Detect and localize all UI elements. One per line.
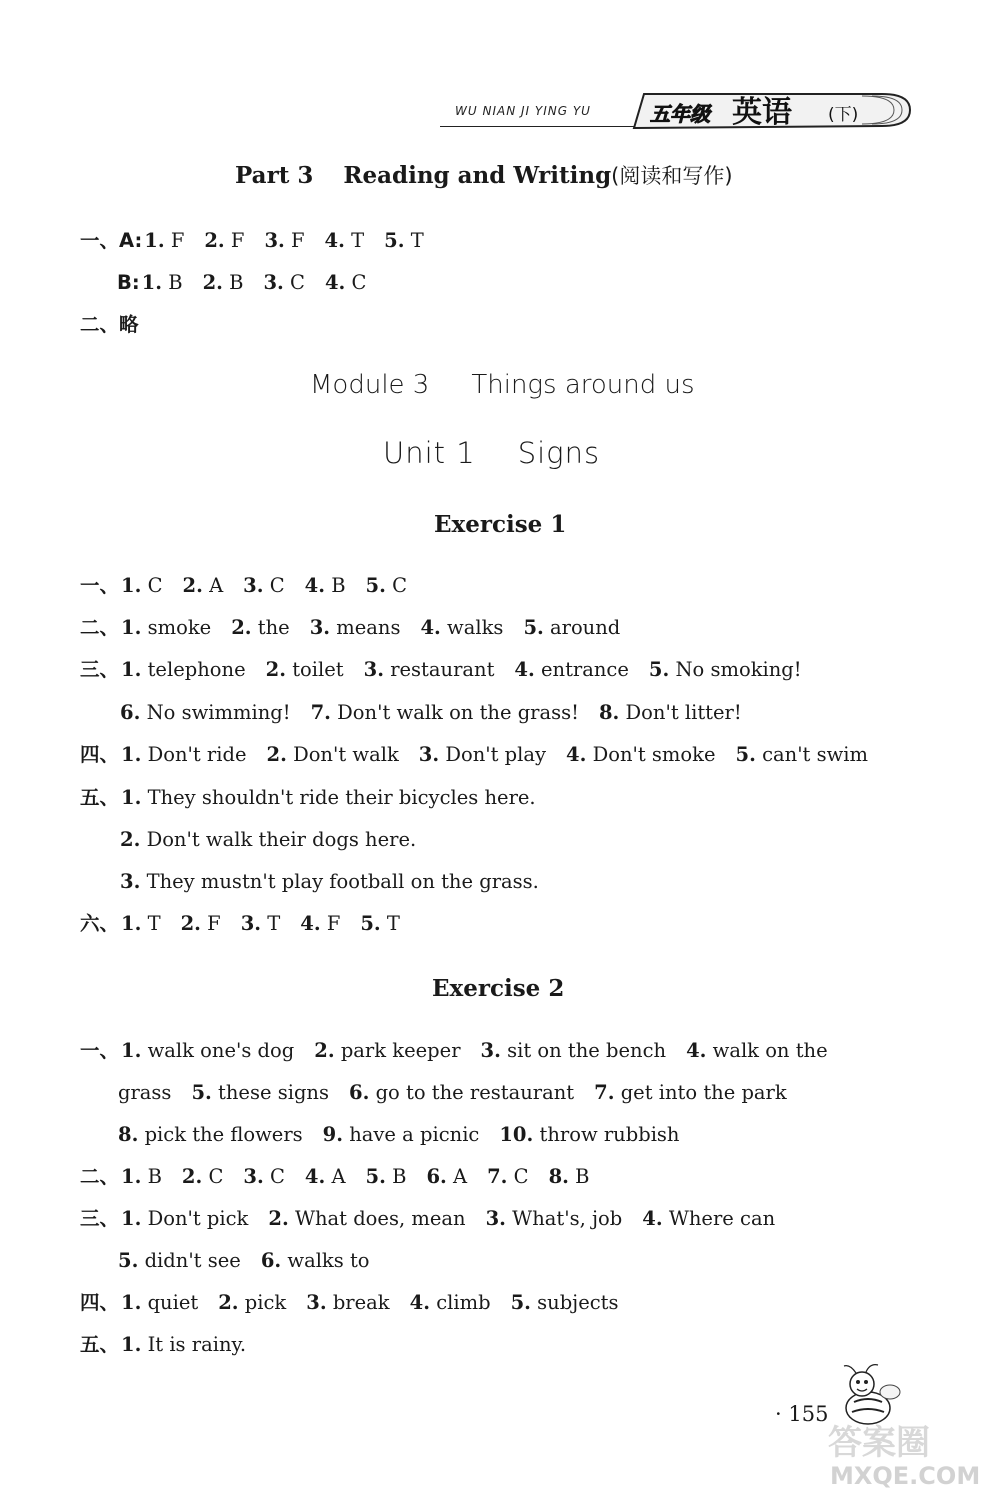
item-number: 3.: [243, 1165, 264, 1188]
answer-text: T: [386, 912, 400, 935]
item-number: 1.: [121, 1207, 142, 1230]
answer-text: go to the restaurant: [375, 1081, 575, 1104]
answer-text: B: [392, 1165, 407, 1188]
answer-text: F: [326, 912, 341, 935]
answer-line: [80, 660, 802, 680]
item-number: 6.: [260, 1249, 282, 1272]
answer-line: [120, 703, 742, 723]
section-marker: 四、: [80, 743, 120, 766]
answer-text: entrance: [540, 658, 629, 681]
answer-text: B: [229, 271, 244, 294]
item-number: 3.: [363, 658, 384, 681]
item-number: 2.: [314, 1039, 335, 1062]
answer-text: telephone: [147, 658, 246, 681]
item-number: 9.: [322, 1123, 344, 1146]
answer-text: park keeper: [340, 1039, 461, 1062]
item-number: 7.: [594, 1081, 615, 1104]
answer-text: Don't walk their dogs here.: [146, 828, 417, 851]
answer-text: means: [336, 616, 401, 639]
header-volume: (下): [828, 105, 859, 125]
item-number: 2.: [120, 828, 141, 851]
item-number: 1.: [121, 1291, 142, 1314]
item-number: 5.: [523, 616, 544, 639]
answer-text: walks: [447, 616, 504, 639]
answer-line: [80, 618, 620, 638]
answer-text: get into the park: [620, 1081, 787, 1104]
item-number: 4.: [300, 912, 321, 935]
item-number: 3.: [120, 870, 141, 893]
answer-text: Don't pick: [147, 1207, 249, 1230]
section-marker: 一、: [80, 574, 120, 597]
answer-text: pick the flowers: [144, 1123, 303, 1146]
answer-text: toilet: [292, 658, 344, 681]
section-marker: 一、: [80, 1039, 120, 1062]
item-number: 5.: [648, 658, 670, 681]
answer-line: [80, 745, 868, 765]
part-subtitle: Reading and Writing: [343, 162, 612, 189]
item-number: 3.: [263, 271, 284, 294]
answer-text: sit on the bench: [507, 1039, 667, 1062]
answer-text: C: [208, 1165, 224, 1188]
item-number: 5.: [510, 1291, 531, 1314]
answer-text: B: [331, 574, 346, 597]
watermark-url: MXQE.COM: [830, 1462, 981, 1490]
item-number: 2.: [182, 574, 203, 597]
part-title: [235, 160, 733, 190]
item-number: 6.: [426, 1165, 447, 1188]
header-grade: 五年级: [650, 102, 710, 126]
watermark: [820, 1418, 1000, 1492]
header-rule: [440, 126, 635, 127]
answer-line: [80, 576, 407, 596]
answer-text: break: [332, 1291, 390, 1314]
answer-line: [80, 914, 400, 934]
answer-text: walk one's dog: [147, 1039, 295, 1062]
section-marker: 二、略: [80, 313, 139, 336]
answer-text: Don't play: [445, 743, 547, 766]
answer-text: A: [331, 1165, 346, 1188]
answer-text: No smoking!: [675, 658, 802, 681]
module-name: Things around us: [471, 370, 695, 400]
item-number: 5.: [360, 912, 381, 935]
section-marker: 二、: [80, 616, 120, 639]
section-marker: B:: [117, 271, 140, 294]
item-number: 8.: [118, 1123, 139, 1146]
answer-text: grass: [118, 1081, 172, 1104]
answer-text: C: [269, 574, 285, 597]
item-number: 2.: [268, 1207, 289, 1230]
answer-text: T: [410, 229, 424, 252]
answer-text: throw rubbish: [539, 1123, 680, 1146]
exercise-2-title: Exercise 2: [432, 975, 565, 1002]
header-banner: [632, 90, 912, 130]
answer-text: What's, job: [512, 1207, 623, 1230]
item-number: 3.: [240, 912, 262, 935]
item-number: 4.: [304, 1165, 326, 1188]
section-marker: 五、: [80, 1333, 120, 1356]
item-number: 3.: [485, 1207, 506, 1230]
item-number: 3.: [264, 229, 285, 252]
answer-line: [80, 1335, 246, 1355]
item-number: 6.: [120, 701, 141, 724]
answer-text: C: [351, 271, 367, 294]
item-number: 4.: [514, 658, 535, 681]
item-number: 1.: [121, 616, 142, 639]
answer-text: restaurant: [390, 658, 495, 681]
item-number: 1.: [121, 574, 142, 597]
answer-text: C: [290, 271, 305, 294]
svg-text:答案圈: 答案圈: [828, 1423, 930, 1463]
answer-line: [80, 1209, 775, 1229]
header-subject: 英语: [732, 95, 792, 130]
answer-text: quiet: [147, 1291, 199, 1314]
answer-text: F: [170, 229, 185, 252]
answer-text: B: [147, 1165, 162, 1188]
item-number: 5.: [384, 229, 405, 252]
item-number: 2.: [204, 229, 225, 252]
answer-line: [80, 788, 536, 808]
item-number: 1.: [121, 912, 142, 935]
item-number: 1.: [121, 743, 142, 766]
item-number: 4.: [642, 1207, 663, 1230]
module-label: Module 3: [310, 370, 430, 400]
item-number: 2.: [218, 1291, 239, 1314]
item-number: 1.: [121, 1165, 142, 1188]
item-number: 5.: [365, 1165, 386, 1188]
section-marker: 五、: [80, 786, 120, 809]
answer-text: B: [168, 271, 183, 294]
answer-line: [80, 315, 139, 335]
answer-text: They mustn't play football on the grass.: [146, 870, 539, 893]
item-number: 4.: [324, 271, 346, 294]
item-number: 1.: [144, 229, 165, 252]
answer-text: What does, mean: [294, 1207, 466, 1230]
answer-text: subjects: [537, 1291, 619, 1314]
item-number: 2.: [202, 271, 223, 294]
item-number: 1.: [121, 786, 142, 809]
unit-title: [383, 436, 600, 470]
item-number: 3.: [418, 743, 440, 766]
answer-line: [120, 872, 539, 892]
answer-text: C: [269, 1165, 285, 1188]
answer-text: pick: [244, 1291, 287, 1314]
answer-text: the: [257, 616, 290, 639]
item-number: 5.: [118, 1249, 139, 1272]
item-number: 4.: [566, 743, 587, 766]
section-marker: 二、: [80, 1165, 120, 1188]
item-number: 5.: [365, 574, 386, 597]
item-number: 2.: [266, 743, 287, 766]
item-number: 6.: [349, 1081, 370, 1104]
answer-text: T: [267, 912, 281, 935]
answer-text: F: [207, 912, 221, 935]
answer-line: [118, 1083, 787, 1103]
item-number: 5.: [191, 1081, 212, 1104]
answer-text: didn't see: [144, 1249, 241, 1272]
item-number: 8.: [598, 701, 620, 724]
answer-line: [118, 1251, 370, 1271]
item-number: 7.: [487, 1165, 508, 1188]
unit-name: Signs: [517, 436, 601, 470]
item-number: 4.: [304, 574, 325, 597]
answer-text: Don't walk: [293, 743, 399, 766]
answer-line: [80, 1041, 828, 1061]
header-pinyin: WU NIAN JI YING YU: [455, 104, 591, 118]
answer-line: [80, 231, 424, 251]
item-number: 3.: [306, 1291, 327, 1314]
answer-text: these signs: [218, 1081, 329, 1104]
item-number: 3.: [480, 1039, 501, 1062]
item-number: 5.: [735, 743, 756, 766]
answer-line: [80, 1293, 619, 1313]
answer-text: climb: [436, 1291, 491, 1314]
item-number: 7.: [310, 701, 331, 724]
answer-text: walk on the: [712, 1039, 828, 1062]
part-number: Part 3: [235, 162, 314, 189]
section-marker: 四、: [80, 1291, 120, 1314]
section-marker: 六、: [80, 912, 120, 935]
answer-line: [118, 1125, 680, 1145]
answer-text: No swimming!: [146, 701, 291, 724]
item-number: 1.: [141, 271, 163, 294]
answer-text: walks to: [287, 1249, 370, 1272]
answer-text: have a picnic: [349, 1123, 480, 1146]
module-title: [310, 370, 695, 400]
answer-text: Don't litter!: [625, 701, 742, 724]
item-number: 2.: [231, 616, 252, 639]
answer-text: A: [209, 574, 224, 597]
item-number: 10.: [499, 1123, 534, 1146]
answer-line: [120, 830, 416, 850]
page-number: · 155: [775, 1402, 829, 1426]
answer-text: C: [147, 574, 163, 597]
answer-text: C: [513, 1165, 529, 1188]
answer-text: smoke: [147, 616, 212, 639]
section-marker: 一、A:: [80, 229, 143, 252]
answer-line: [117, 273, 366, 293]
part-cn: (阅读和写作): [611, 164, 733, 188]
answer-text: A: [453, 1165, 468, 1188]
answer-text: Don't smoke: [592, 743, 716, 766]
item-number: 1.: [121, 1039, 142, 1062]
item-number: 2.: [180, 912, 201, 935]
answer-text: T: [351, 229, 365, 252]
answer-text: It is rainy.: [147, 1333, 247, 1356]
answer-text: F: [230, 229, 245, 252]
item-number: 3.: [243, 574, 264, 597]
answer-text: Don't ride: [147, 743, 247, 766]
answer-text: Where can: [668, 1207, 776, 1230]
answer-text: They shouldn't ride their bicycles here.: [147, 786, 536, 809]
item-number: 2.: [181, 1165, 203, 1188]
item-number: 4.: [420, 616, 441, 639]
item-number: 4.: [324, 229, 345, 252]
item-number: 8.: [548, 1165, 569, 1188]
answer-text: B: [575, 1165, 590, 1188]
answer-text: around: [550, 616, 621, 639]
answer-line: [80, 1167, 590, 1187]
item-number: 1.: [121, 658, 142, 681]
section-marker: 三、: [80, 1207, 120, 1230]
answer-text: C: [392, 574, 408, 597]
answer-text: Don't walk on the grass!: [337, 701, 579, 724]
answer-text: can't swim: [762, 743, 869, 766]
answer-text: T: [147, 912, 161, 935]
answer-text: F: [291, 229, 305, 252]
item-number: 2.: [265, 658, 286, 681]
item-number: 4.: [409, 1291, 430, 1314]
item-number: 4.: [686, 1039, 707, 1062]
item-number: 1.: [121, 1333, 142, 1356]
section-marker: 三、: [80, 658, 120, 681]
unit-label: Unit 1: [383, 436, 476, 470]
item-number: 3.: [309, 616, 331, 639]
exercise-1-title: Exercise 1: [434, 511, 567, 538]
